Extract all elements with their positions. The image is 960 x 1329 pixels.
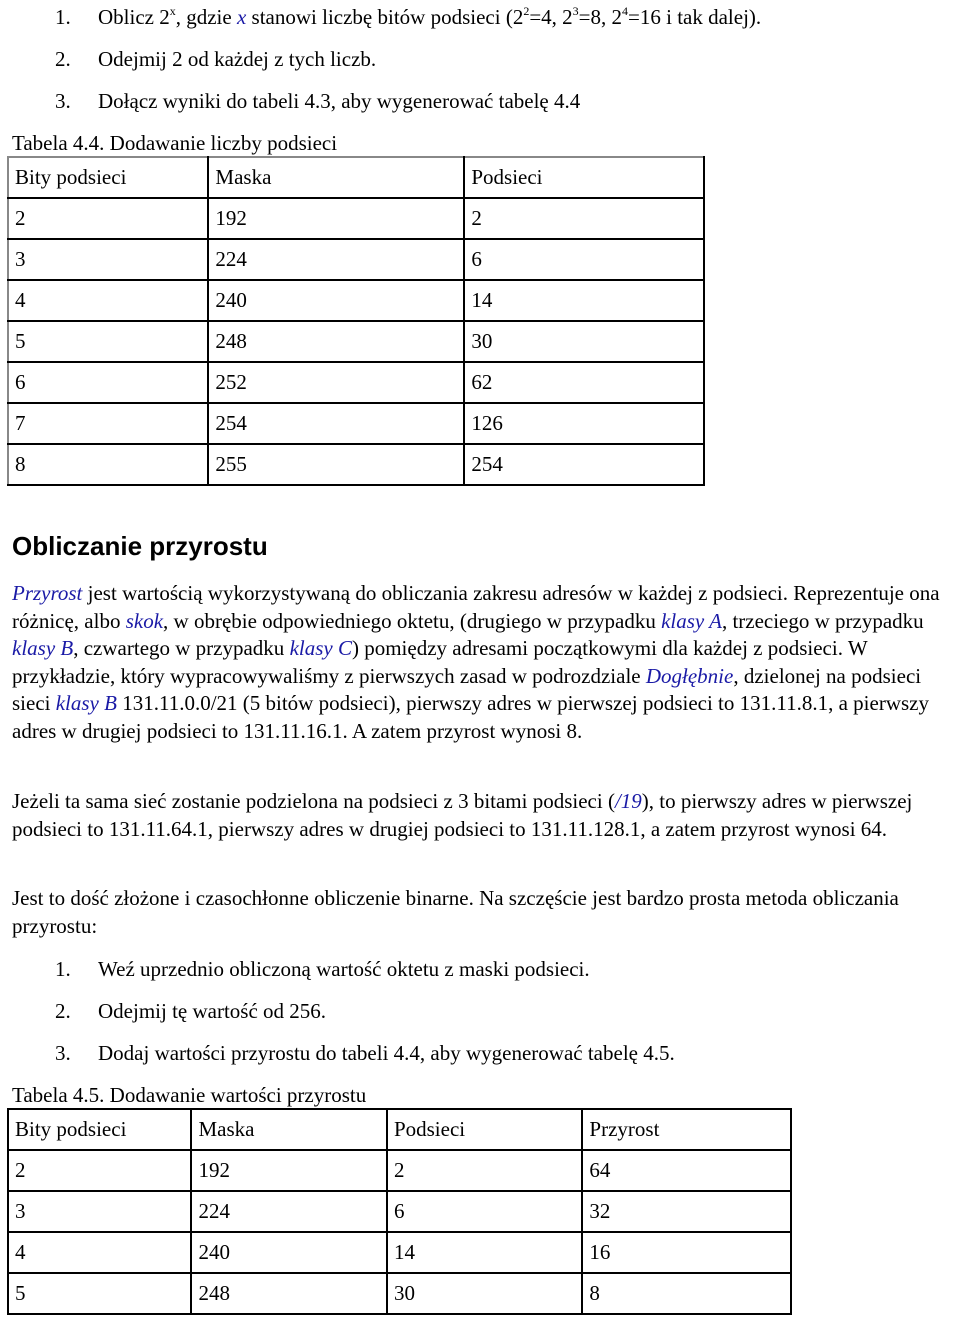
table-cell: 248	[208, 321, 464, 362]
table-cell: 224	[208, 239, 464, 280]
table-cell: 240	[208, 280, 464, 321]
list-text: Odejmij tę wartość od 256.	[98, 999, 327, 1023]
table-cell: 2	[8, 198, 208, 239]
table-cell: 248	[191, 1273, 386, 1314]
table-row	[8, 1273, 791, 1314]
table-caption: Tabela 4.4. Dodawanie liczby podsieci	[12, 131, 338, 155]
table-cell: 3	[8, 1191, 191, 1232]
paragraph: Jest to dość złożone i czasochłonne obliczenie binarne. Na szczęście jest bardzo prosta metoda obliczania przyrostu:	[12, 886, 899, 938]
table-row	[8, 1191, 791, 1232]
table-cell: 2	[8, 1150, 191, 1191]
column-header: Bity podsieci	[8, 1109, 191, 1150]
table-cell: 255	[208, 444, 464, 485]
paragraph: Przyrost jest wartością wykorzystywaną do obliczania zakresu adresów w każdej z podsieci. Reprezentuje ona różnicę, albo skok, w obrębie odpowiedniego oktetu, (drugiego w przypadku klasy A, trzeciego w przypadku klasy B, czwartego w przypadku klasy C) pomiędzy adresami początkowymi dla każdej z podsieci. W przykładzie, który wypracowywaliśmy z pierwszych zasad w podrozdziale Dogłębnie, dzielonej na podsieci sieci klasy B 131.11.0.0/21 (5 bitów podsieci), pierwszy adres w pierwszej podsieci to 131.11.8.1, a pierwszy adres w drugiej podsieci to 131.11.16.1. A zatem przyrost wynosi 8.	[12, 581, 940, 743]
table-cell: 32	[582, 1191, 791, 1232]
table-cell: 254	[208, 403, 464, 444]
list-number: 2.	[55, 47, 71, 71]
table-cell: 240	[191, 1232, 386, 1273]
increment-table	[7, 1108, 792, 1315]
column-header: Podsieci	[464, 157, 704, 198]
table-cell: 14	[387, 1232, 582, 1273]
table-cell: 62	[464, 362, 704, 403]
table-cell: 16	[582, 1232, 791, 1273]
table-row	[8, 198, 704, 239]
section-heading: Obliczanie przyrostu	[12, 531, 268, 561]
column-header: Podsieci	[387, 1109, 582, 1150]
table-cell: 30	[387, 1273, 582, 1314]
list-text: Dołącz wyniki do tabeli 4.3, aby wygenerować tabelę 4.4	[98, 89, 581, 113]
table-cell: 5	[8, 321, 208, 362]
table-cell: 6	[387, 1191, 582, 1232]
table-cell: 8	[8, 444, 208, 485]
table-row	[8, 362, 704, 403]
table-row	[8, 1150, 791, 1191]
table-cell: 126	[464, 403, 704, 444]
table-cell: 7	[8, 403, 208, 444]
table-header-row	[8, 1109, 791, 1150]
table-cell: 252	[208, 362, 464, 403]
table-cell: 2	[387, 1150, 582, 1191]
table-cell: 30	[464, 321, 704, 362]
table-cell: 192	[208, 198, 464, 239]
list-text: Weź uprzednio obliczoną wartość oktetu z maski podsieci.	[98, 957, 590, 981]
subnet-count-table	[7, 156, 705, 486]
list-number: 1.	[55, 5, 71, 29]
paragraph: Jeżeli ta sama sieć zostanie podzielona na podsieci z 3 bitami podsieci (/19), to pierwszy adres w pierwszej podsieci to 131.11.64.1, pierwszy adres w drugiej podsieci to 131.11.128.1, a zatem przyrost wynosi 64.	[12, 789, 913, 841]
table-row	[8, 403, 704, 444]
table-cell: 3	[8, 239, 208, 280]
table-cell: 4	[8, 280, 208, 321]
table-cell: 4	[8, 1232, 191, 1273]
list-text: Oblicz 2$^x$, gdzie x stanowi liczbę bitów podsieci ($2^2=4$, $2^3=8$, $2^4=16$ i tak dalej).	[98, 4, 762, 29]
table-cell: 14	[464, 280, 704, 321]
table-row	[8, 1232, 791, 1273]
table-caption: Tabela 4.5. Dodawanie wartości przyrostu	[12, 1083, 367, 1107]
table-cell: 5	[8, 1273, 191, 1314]
list-number: 2.	[55, 999, 71, 1023]
table-cell: 224	[191, 1191, 386, 1232]
column-header: Maska	[208, 157, 464, 198]
list-text: Odejmij 2 od każdej z tych liczb.	[98, 47, 377, 71]
column-header: Przyrost	[582, 1109, 791, 1150]
list-number: 3.	[55, 1041, 71, 1065]
table-row	[8, 239, 704, 280]
table-row	[8, 321, 704, 362]
table-cell: 8	[582, 1273, 791, 1314]
table-cell: 2	[464, 198, 704, 239]
table-cell: 64	[582, 1150, 791, 1191]
table-header-row	[8, 157, 704, 198]
list-text: Dodaj wartości przyrostu do tabeli 4.4, aby wygenerować tabelę 4.5.	[98, 1041, 675, 1065]
column-header: Bity podsieci	[8, 157, 208, 198]
list-number: 1.	[55, 957, 71, 981]
column-header: Maska	[191, 1109, 386, 1150]
table-row	[8, 444, 704, 485]
table-row	[8, 280, 704, 321]
table-cell: 6	[464, 239, 704, 280]
table-cell: 192	[191, 1150, 386, 1191]
list-number: 3.	[55, 89, 71, 113]
table-cell: 254	[464, 444, 704, 485]
table-cell: 6	[8, 362, 208, 403]
